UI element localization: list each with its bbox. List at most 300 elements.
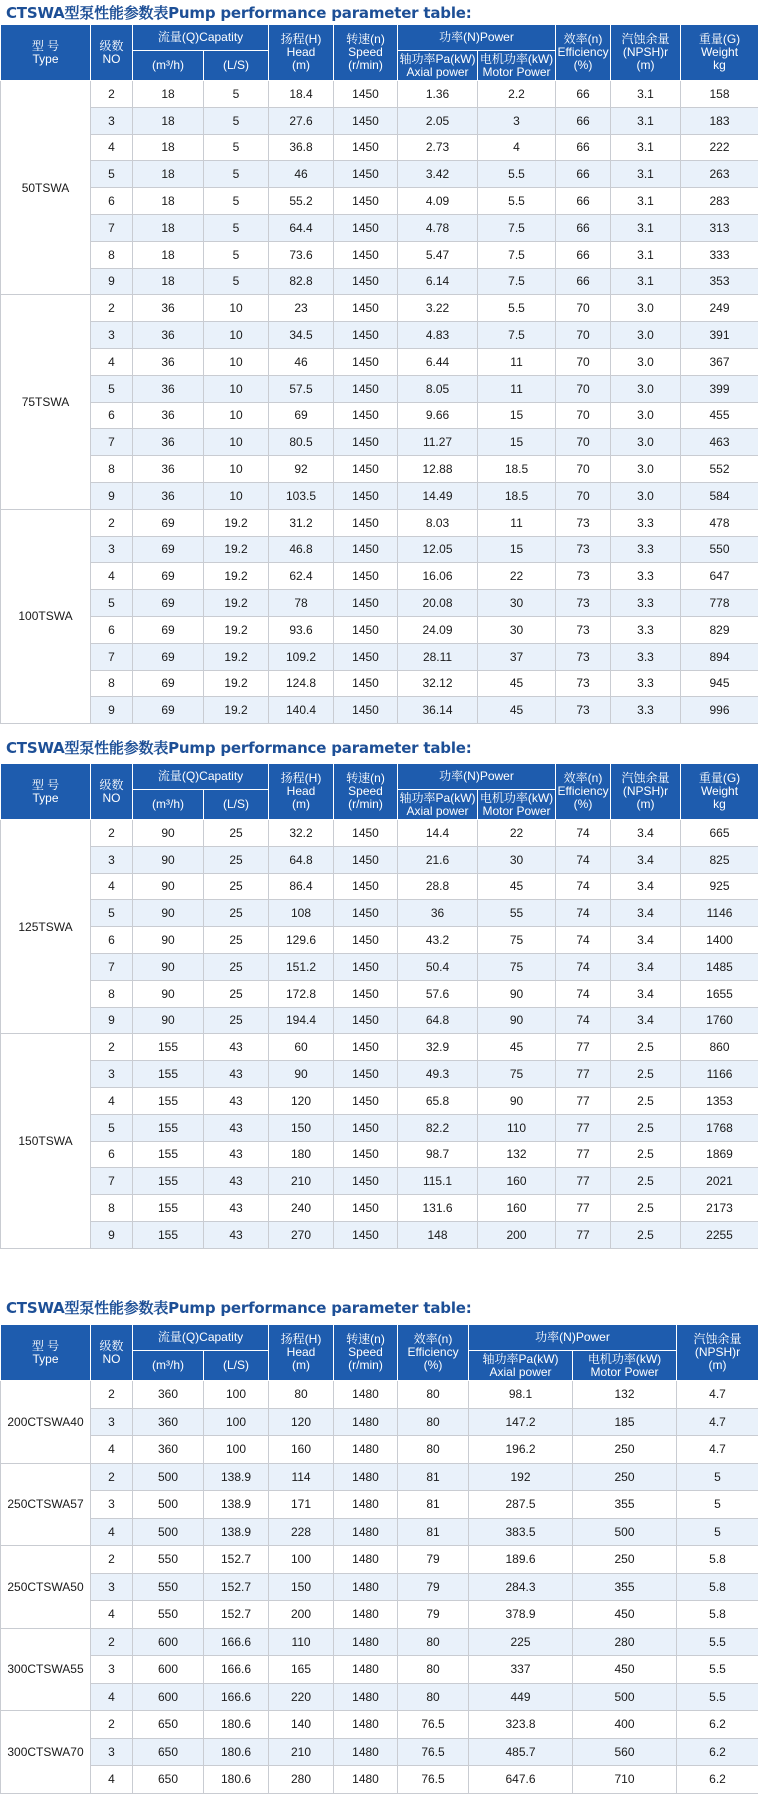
table-cell: 160 — [269, 1436, 334, 1464]
table-cell: 3.4 — [611, 873, 681, 900]
table-cell: 550 — [133, 1573, 204, 1601]
table-cell: 147.2 — [469, 1408, 573, 1436]
table-cell: 37 — [478, 643, 556, 670]
table-cell: 180.6 — [204, 1711, 269, 1739]
table-cell: 21.6 — [398, 846, 478, 873]
table-cell: 18 — [133, 161, 204, 188]
table-cell: 4.7 — [677, 1436, 758, 1464]
table-cell: 86.4 — [269, 873, 334, 900]
table-cell: 70 — [556, 429, 611, 456]
table-cell: 60 — [269, 1034, 334, 1061]
table-cell: 64.8 — [269, 846, 334, 873]
table-cell: 18.5 — [478, 456, 556, 483]
table-cell: 152.7 — [204, 1546, 269, 1574]
header-flow: 流量(Q)Capatity — [133, 25, 269, 51]
table-cell: 313 — [681, 214, 758, 241]
table-cell: 25 — [204, 846, 269, 873]
table-cell: 25 — [204, 900, 269, 927]
table-cell: 5 — [204, 268, 269, 295]
table-cell: 100 — [204, 1408, 269, 1436]
table-cell: 90 — [133, 927, 204, 954]
table-cell: 2.5 — [611, 1168, 681, 1195]
table-row — [1, 429, 758, 456]
table-cell: 1450 — [334, 1087, 398, 1114]
table-cell: 449 — [469, 1683, 573, 1711]
table-cell: 5.5 — [677, 1656, 758, 1684]
table-row — [1, 509, 758, 536]
table-cell: 1450 — [334, 322, 398, 349]
table-cell: 3.3 — [611, 509, 681, 536]
table-cell: 73 — [556, 670, 611, 697]
table-cell: 1450 — [334, 214, 398, 241]
table-cell: 5 — [204, 161, 269, 188]
table-cell: 49.3 — [398, 1061, 478, 1088]
table-cell: 43 — [204, 1061, 269, 1088]
table-row — [1, 1007, 758, 1034]
table-cell: 367 — [681, 348, 758, 375]
table-row — [1, 348, 758, 375]
table-cell: 1450 — [334, 509, 398, 536]
table-cell: 73 — [556, 563, 611, 590]
table-cell: 3.1 — [611, 214, 681, 241]
table-row — [1, 900, 758, 927]
table-cell: 3 — [91, 1061, 133, 1088]
table-cell: 158 — [681, 81, 758, 108]
table-cell: 77 — [556, 1114, 611, 1141]
table-cell: 93.6 — [269, 616, 334, 643]
table-cell: 3.3 — [611, 670, 681, 697]
header-weight: 重量(G) Weight kg — [681, 764, 758, 820]
header-efficiency: 效率(n) Efficiency (%) — [556, 25, 611, 81]
table-cell: 4 — [91, 1601, 133, 1629]
table-cell: 2 — [91, 820, 133, 847]
table-row — [1, 697, 758, 724]
table-row — [1, 1087, 758, 1114]
table-row — [1, 1683, 758, 1711]
table-row — [1, 1738, 758, 1766]
table-cell: 66 — [556, 161, 611, 188]
model-cell: 250CTSWA57 — [1, 1463, 91, 1546]
table-cell: 69 — [269, 402, 334, 429]
table-cell: 11 — [478, 375, 556, 402]
table-cell: 3.0 — [611, 402, 681, 429]
table-cell: 1.36 — [398, 81, 478, 108]
table-cell: 1480 — [334, 1738, 398, 1766]
table-cell: 16.06 — [398, 563, 478, 590]
table-cell: 3 — [91, 1573, 133, 1601]
table-cell: 3.1 — [611, 107, 681, 134]
header-motor-power: 电机功率(kW) Motor Power — [478, 51, 556, 81]
table-row — [1, 268, 758, 295]
table-cell: 81 — [398, 1518, 469, 1546]
table-cell: 10 — [204, 402, 269, 429]
table-cell: 36 — [133, 375, 204, 402]
table-cell: 19.2 — [204, 616, 269, 643]
table-cell: 5.5 — [677, 1683, 758, 1711]
table-row — [1, 616, 758, 643]
table-cell: 5 — [204, 214, 269, 241]
table-cell: 9 — [91, 1221, 133, 1248]
table-row — [1, 295, 758, 322]
table-cell: 185 — [573, 1408, 677, 1436]
model-cell: 75TSWA — [1, 295, 91, 509]
table-cell: 1450 — [334, 348, 398, 375]
table-cell: 73 — [556, 697, 611, 724]
table-cell: 8.03 — [398, 509, 478, 536]
table-cell: 1450 — [334, 590, 398, 617]
table-cell: 81 — [398, 1463, 469, 1491]
table-cell: 9 — [91, 482, 133, 509]
table-cell: 399 — [681, 375, 758, 402]
table-cell: 200 — [269, 1601, 334, 1629]
table-cell: 1450 — [334, 161, 398, 188]
table-cell: 5.47 — [398, 241, 478, 268]
header-speed: 转速(n) Speed (r/min) — [334, 764, 398, 820]
table-cell: 2 — [91, 295, 133, 322]
table-cell: 19.2 — [204, 697, 269, 724]
table-cell: 77 — [556, 1221, 611, 1248]
table-cell: 10 — [204, 295, 269, 322]
header-axial-power: 轴功率Pa(kW) Axial power — [399, 51, 476, 79]
table-cell: 650 — [133, 1766, 204, 1794]
table-cell: 1480 — [334, 1711, 398, 1739]
table-cell: 1450 — [334, 134, 398, 161]
table-cell: 77 — [556, 1195, 611, 1222]
table-cell: 70 — [556, 456, 611, 483]
table-cell: 5 — [91, 900, 133, 927]
table-cell: 138.9 — [204, 1491, 269, 1519]
table-cell: 98.1 — [469, 1381, 573, 1409]
table-row — [1, 873, 758, 900]
table-cell: 3 — [91, 1738, 133, 1766]
header-stages: 级数 NO — [91, 764, 133, 820]
table-cell: 1480 — [334, 1463, 398, 1491]
table-row — [1, 456, 758, 483]
table-cell: 400 — [573, 1711, 677, 1739]
table-cell: 166.6 — [204, 1683, 269, 1711]
table-row — [1, 980, 758, 1007]
table-row — [1, 1491, 758, 1519]
table-row — [1, 1061, 758, 1088]
model-cell: 200CTSWA40 — [1, 1381, 91, 1464]
table-cell: 600 — [133, 1628, 204, 1656]
table-cell: 6 — [91, 188, 133, 215]
header-flow-ls: (L/S) — [204, 790, 269, 820]
table-cell: 7.5 — [478, 241, 556, 268]
table-cell: 75 — [478, 927, 556, 954]
table-cell: 25 — [204, 820, 269, 847]
table-cell: 1450 — [334, 846, 398, 873]
table-cell: 2.5 — [611, 1195, 681, 1222]
table-cell: 74 — [556, 846, 611, 873]
table-cell: 3.1 — [611, 161, 681, 188]
header-head: 扬程(H) Head (m) — [269, 25, 334, 81]
model-cell: 125TSWA — [1, 820, 91, 1034]
table-cell: 500 — [133, 1491, 204, 1519]
table-cell: 4.7 — [677, 1381, 758, 1409]
table-cell: 9.66 — [398, 402, 478, 429]
table-cell: 3 — [91, 322, 133, 349]
table-cell: 500 — [133, 1463, 204, 1491]
table-cell: 200 — [478, 1221, 556, 1248]
table-cell: 2 — [91, 509, 133, 536]
table-cell: 925 — [681, 873, 758, 900]
table-cell: 20.08 — [398, 590, 478, 617]
table-cell: 478 — [681, 509, 758, 536]
table-row — [1, 1034, 758, 1061]
table-cell: 36 — [133, 429, 204, 456]
pump-table-1 — [0, 24, 758, 724]
table-cell: 1450 — [334, 563, 398, 590]
table-cell: 166.6 — [204, 1628, 269, 1656]
section-title: CTSWA型泵性能参数表Pump performance parameter table: — [6, 4, 472, 22]
table-cell: 73 — [556, 509, 611, 536]
table-cell: 30 — [478, 590, 556, 617]
table-cell: 250 — [573, 1463, 677, 1491]
table-cell: 36 — [133, 456, 204, 483]
table-row — [1, 1463, 758, 1491]
table-row — [1, 188, 758, 215]
table-cell: 74 — [556, 980, 611, 1007]
table-cell: 80.5 — [269, 429, 334, 456]
table-cell: 710 — [573, 1766, 677, 1794]
table-cell: 43 — [204, 1195, 269, 1222]
table-cell: 73.6 — [269, 241, 334, 268]
table-cell: 45 — [478, 873, 556, 900]
header-npsh: 汽蚀余量 (NPSH)r (m) — [611, 764, 681, 820]
table-cell: 155 — [133, 1061, 204, 1088]
table-cell: 1450 — [334, 616, 398, 643]
table-cell: 2.5 — [611, 1141, 681, 1168]
table-cell: 4 — [91, 563, 133, 590]
table-cell: 69 — [133, 670, 204, 697]
table-cell: 10 — [204, 375, 269, 402]
table-cell: 6 — [91, 1141, 133, 1168]
table-cell: 1450 — [334, 295, 398, 322]
header-flow-m3h: (m³/h) — [133, 1351, 204, 1381]
table-cell: 450 — [573, 1601, 677, 1629]
table-cell: 3.4 — [611, 953, 681, 980]
table-cell: 120 — [269, 1087, 334, 1114]
table-cell: 18 — [133, 188, 204, 215]
header-motor-power: 电机功率(kW) Motor Power — [478, 790, 556, 820]
table-cell: 77 — [556, 1141, 611, 1168]
table-cell: 1450 — [334, 1007, 398, 1034]
table-cell: 5 — [91, 375, 133, 402]
table-cell: 7 — [91, 953, 133, 980]
table-cell: 15 — [478, 536, 556, 563]
table-cell: 4.78 — [398, 214, 478, 241]
table-cell: 73 — [556, 590, 611, 617]
table-cell: 5.5 — [478, 161, 556, 188]
model-cell: 300CTSWA70 — [1, 1711, 91, 1794]
table-cell: 66 — [556, 188, 611, 215]
table-row — [1, 1195, 758, 1222]
table-cell: 1760 — [681, 1007, 758, 1034]
header-motor-power: 电机功率(kW) Motor Power — [573, 1351, 677, 1381]
table-cell: 155 — [133, 1221, 204, 1248]
table-cell: 5.5 — [478, 188, 556, 215]
table-cell: 64.8 — [398, 1007, 478, 1034]
table-row — [1, 1546, 758, 1574]
table-cell: 4 — [91, 1518, 133, 1546]
table-row — [1, 1221, 758, 1248]
table-cell: 138.9 — [204, 1518, 269, 1546]
table-cell: 210 — [269, 1738, 334, 1766]
table-cell: 22 — [478, 820, 556, 847]
table-cell: 9 — [91, 268, 133, 295]
table-cell: 3.0 — [611, 456, 681, 483]
table-row — [1, 1168, 758, 1195]
table-cell: 80 — [398, 1436, 469, 1464]
table-cell: 1166 — [681, 1061, 758, 1088]
table-cell: 280 — [269, 1766, 334, 1794]
table-cell: 155 — [133, 1141, 204, 1168]
table-cell: 2 — [91, 1381, 133, 1409]
table-cell: 3 — [91, 536, 133, 563]
table-cell: 4 — [91, 134, 133, 161]
table-cell: 6.44 — [398, 348, 478, 375]
table-cell: 3.4 — [611, 900, 681, 927]
table-cell: 1353 — [681, 1087, 758, 1114]
table-row — [1, 563, 758, 590]
model-cell: 300CTSWA55 — [1, 1628, 91, 1711]
header-flow: 流量(Q)Capatity — [133, 764, 269, 790]
header-flow-m3h: (m³/h) — [133, 790, 204, 820]
table-cell: 66 — [556, 81, 611, 108]
table-cell: 1450 — [334, 697, 398, 724]
table-cell: 62.4 — [269, 563, 334, 590]
table-cell: 100 — [204, 1436, 269, 1464]
table-cell: 77 — [556, 1061, 611, 1088]
table-cell: 171 — [269, 1491, 334, 1519]
table-cell: 5.5 — [478, 295, 556, 322]
table-cell: 150 — [269, 1573, 334, 1601]
table-cell: 3.0 — [611, 375, 681, 402]
table-cell: 3 — [91, 1491, 133, 1519]
table-row — [1, 1381, 758, 1409]
table-cell: 5 — [677, 1518, 758, 1546]
table-cell: 450 — [573, 1656, 677, 1684]
table-cell: 109.2 — [269, 643, 334, 670]
table-cell: 1450 — [334, 1114, 398, 1141]
table-cell: 90 — [133, 820, 204, 847]
table-cell: 1450 — [334, 980, 398, 1007]
table-cell: 1450 — [334, 402, 398, 429]
table-cell: 3.1 — [611, 81, 681, 108]
table-cell: 74 — [556, 953, 611, 980]
table-cell: 665 — [681, 820, 758, 847]
header-axial-power: 轴功率Pa(kW) Axial power — [469, 1351, 573, 1381]
table-cell: 1768 — [681, 1114, 758, 1141]
section-1 — [0, 2, 758, 724]
table-cell: 80 — [398, 1408, 469, 1436]
table-cell: 455 — [681, 402, 758, 429]
table-cell: 36 — [133, 482, 204, 509]
table-cell: 5 — [677, 1491, 758, 1519]
table-cell: 27.6 — [269, 107, 334, 134]
table-cell: 210 — [269, 1168, 334, 1195]
table-cell: 110 — [269, 1628, 334, 1656]
table-cell: 10 — [204, 482, 269, 509]
table-cell: 996 — [681, 697, 758, 724]
table-row — [1, 1573, 758, 1601]
table-cell: 228 — [269, 1518, 334, 1546]
table-cell: 1450 — [334, 268, 398, 295]
table-cell: 1480 — [334, 1656, 398, 1684]
table-cell: 2.2 — [478, 81, 556, 108]
table-cell: 152.7 — [204, 1601, 269, 1629]
table-cell: 196.2 — [469, 1436, 573, 1464]
table-cell: 24.09 — [398, 616, 478, 643]
table-row — [1, 134, 758, 161]
header-power: 功率(N)Power — [398, 25, 556, 51]
table-cell: 69 — [133, 563, 204, 590]
table-cell: 140.4 — [269, 697, 334, 724]
table-cell: 43 — [204, 1168, 269, 1195]
table-cell: 8 — [91, 1195, 133, 1222]
table-cell: 3 — [91, 846, 133, 873]
table-cell: 120 — [269, 1408, 334, 1436]
table-cell: 6 — [91, 927, 133, 954]
table-cell: 70 — [556, 348, 611, 375]
section-title: CTSWA型泵性能参数表Pump performance parameter table: — [6, 1299, 472, 1317]
table-cell: 2173 — [681, 1195, 758, 1222]
table-cell: 43 — [204, 1087, 269, 1114]
table-cell: 69 — [133, 590, 204, 617]
header-flow-ls: (L/S) — [204, 51, 269, 81]
table-cell: 1450 — [334, 482, 398, 509]
table-cell: 4.83 — [398, 322, 478, 349]
table-cell: 2.5 — [611, 1034, 681, 1061]
table-cell: 43 — [204, 1141, 269, 1168]
table-cell: 3.0 — [611, 348, 681, 375]
table-cell: 1450 — [334, 927, 398, 954]
table-cell: 4 — [91, 873, 133, 900]
table-cell: 50.4 — [398, 953, 478, 980]
table-cell: 5 — [204, 134, 269, 161]
section-3 — [0, 1292, 758, 1794]
table-cell: 45 — [478, 1034, 556, 1061]
table-cell: 46 — [269, 161, 334, 188]
table-cell: 76.5 — [398, 1711, 469, 1739]
table-cell: 4 — [91, 1087, 133, 1114]
table-cell: 1480 — [334, 1408, 398, 1436]
table-cell: 4 — [91, 1436, 133, 1464]
table-row — [1, 241, 758, 268]
table-cell: 1450 — [334, 536, 398, 563]
table-cell: 23 — [269, 295, 334, 322]
table-cell: 155 — [133, 1195, 204, 1222]
table-cell: 69 — [133, 536, 204, 563]
table-cell: 550 — [133, 1546, 204, 1574]
header-flow-ls: (L/S) — [204, 1351, 269, 1381]
table-cell: 73 — [556, 616, 611, 643]
table-cell: 19.2 — [204, 670, 269, 697]
table-cell: 1450 — [334, 107, 398, 134]
table-cell: 2 — [91, 1546, 133, 1574]
table-cell: 1480 — [334, 1683, 398, 1711]
table-cell: 1450 — [334, 456, 398, 483]
table-cell: 69 — [133, 697, 204, 724]
table-cell: 12.88 — [398, 456, 478, 483]
table-cell: 8 — [91, 670, 133, 697]
table-cell: 90 — [269, 1061, 334, 1088]
table-cell: 4.7 — [677, 1408, 758, 1436]
table-cell: 25 — [204, 927, 269, 954]
table-cell: 500 — [573, 1683, 677, 1711]
table-cell: 160 — [478, 1195, 556, 1222]
